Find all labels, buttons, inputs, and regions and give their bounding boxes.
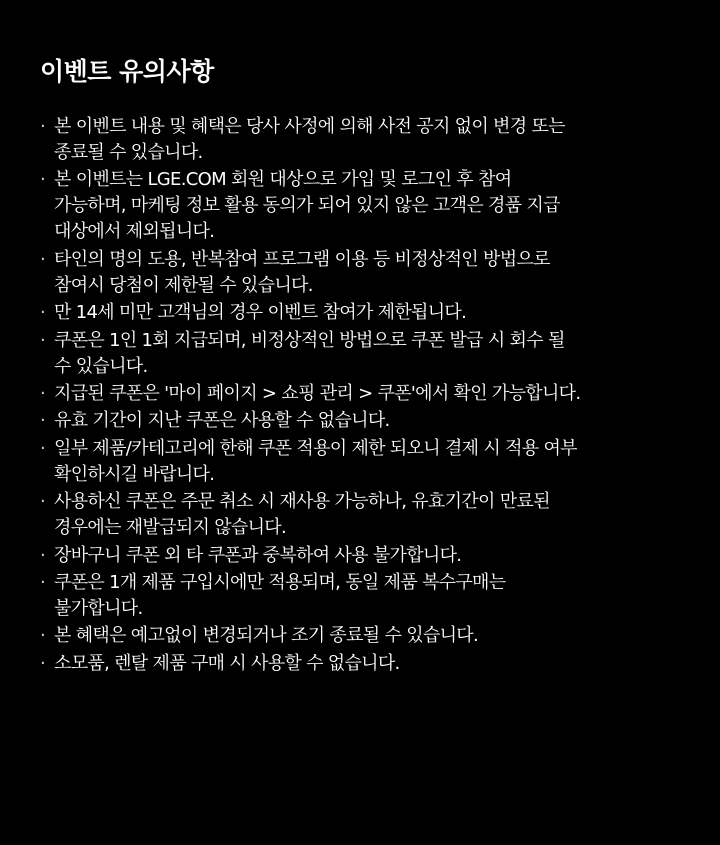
page-title: 이벤트 유의사항 <box>40 57 214 86</box>
notice-text-line: 본 혜택은 예고없이 변경되거나 조기 종료될 수 있습니다. <box>54 625 478 647</box>
bullet-dot-icon: · <box>40 571 46 593</box>
notice-text-line: 소모품, 렌탈 제품 구매 시 사용할 수 없습니다. <box>54 652 400 674</box>
notice-list <box>40 114 720 677</box>
notice-item <box>40 300 720 326</box>
notice-item <box>40 328 720 380</box>
bullet-dot-icon: · <box>40 491 46 513</box>
notice-text-line: 대상에서 제외됩니다. <box>54 221 215 243</box>
notice-text-line: 사용하신 쿠폰은 주문 취소 시 재사용 가능하나, 유효기간이 만료된 <box>54 491 550 513</box>
notice-item <box>40 570 720 622</box>
notice-item <box>40 543 720 569</box>
bullet-dot-icon: · <box>40 116 46 137</box>
notice-text-line: 확인하시길 바랍니다. <box>54 463 215 485</box>
notice-text-line: 불가합니다. <box>54 597 143 619</box>
bullet-dot-icon: · <box>40 169 46 191</box>
notice-text-line: 지급된 쿠폰은 '마이 페이지 > 쇼핑 관리 > 쿠폰'에서 확인 가능합니다. <box>54 382 581 404</box>
bullet-dot-icon: · <box>40 248 46 270</box>
notice-item <box>40 167 720 245</box>
notice-item <box>40 436 720 488</box>
notice-text-line: 쿠폰은 1인 1회 지급되며, 비정상적인 방법으로 쿠폰 발급 시 회수 될 <box>54 329 565 351</box>
notice-text-line: 본 이벤트 내용 및 혜택은 당사 사정에 의해 사전 공지 없이 변경 또는 <box>54 116 565 137</box>
notice-item <box>40 247 720 299</box>
bullet-dot-icon: · <box>40 625 46 647</box>
notice-text-line: 경우에는 재발급되지 않습니다. <box>54 517 287 539</box>
notice-text-line: 일부 제품/카테고리에 한해 쿠폰 적용이 제한 되오니 결제 시 적용 여부 <box>54 437 577 459</box>
notice-item <box>40 381 720 407</box>
bullet-dot-icon: · <box>40 302 46 324</box>
notice-item <box>40 408 720 434</box>
notice-text-line: 참여시 당첨이 제한될 수 있습니다. <box>54 274 313 296</box>
notice-item <box>40 114 720 166</box>
bullet-dot-icon: · <box>40 437 46 459</box>
notice-text-line: 본 이벤트는 LGE.COM 회원 대상으로 가입 및 로그인 후 참여 <box>54 169 512 191</box>
bullet-dot-icon: · <box>40 652 46 674</box>
notice-text-line: 만 14세 미만 고객님의 경우 이벤트 참여가 제한됩니다. <box>54 302 467 324</box>
notice-item <box>40 489 720 541</box>
notice-text-line: 유효 기간이 지난 쿠폰은 사용할 수 없습니다. <box>54 410 390 432</box>
notice-item <box>40 623 720 649</box>
bullet-dot-icon: · <box>40 382 46 404</box>
notice-item <box>40 651 720 677</box>
notice-text-line: 종료될 수 있습니다. <box>54 142 203 163</box>
bullet-dot-icon: · <box>40 544 46 566</box>
notice-text-line: 쿠폰은 1개 제품 구입시에만 적용되며, 동일 제품 복수구매는 <box>54 571 506 593</box>
notice-text-line: 장바구니 쿠폰 외 타 쿠폰과 중복하여 사용 불가합니다. <box>54 544 462 566</box>
notice-text-line: 가능하며, 마케팅 정보 활용 동의가 되어 있지 않은 고객은 경품 지급 <box>54 195 560 217</box>
notice-text-line: 수 있습니다. <box>54 355 148 377</box>
bullet-dot-icon: · <box>40 329 46 351</box>
notice-text-line: 타인의 명의 도용, 반복참여 프로그램 이용 등 비정상적인 방법으로 <box>54 248 550 270</box>
bullet-dot-icon: · <box>40 410 46 432</box>
